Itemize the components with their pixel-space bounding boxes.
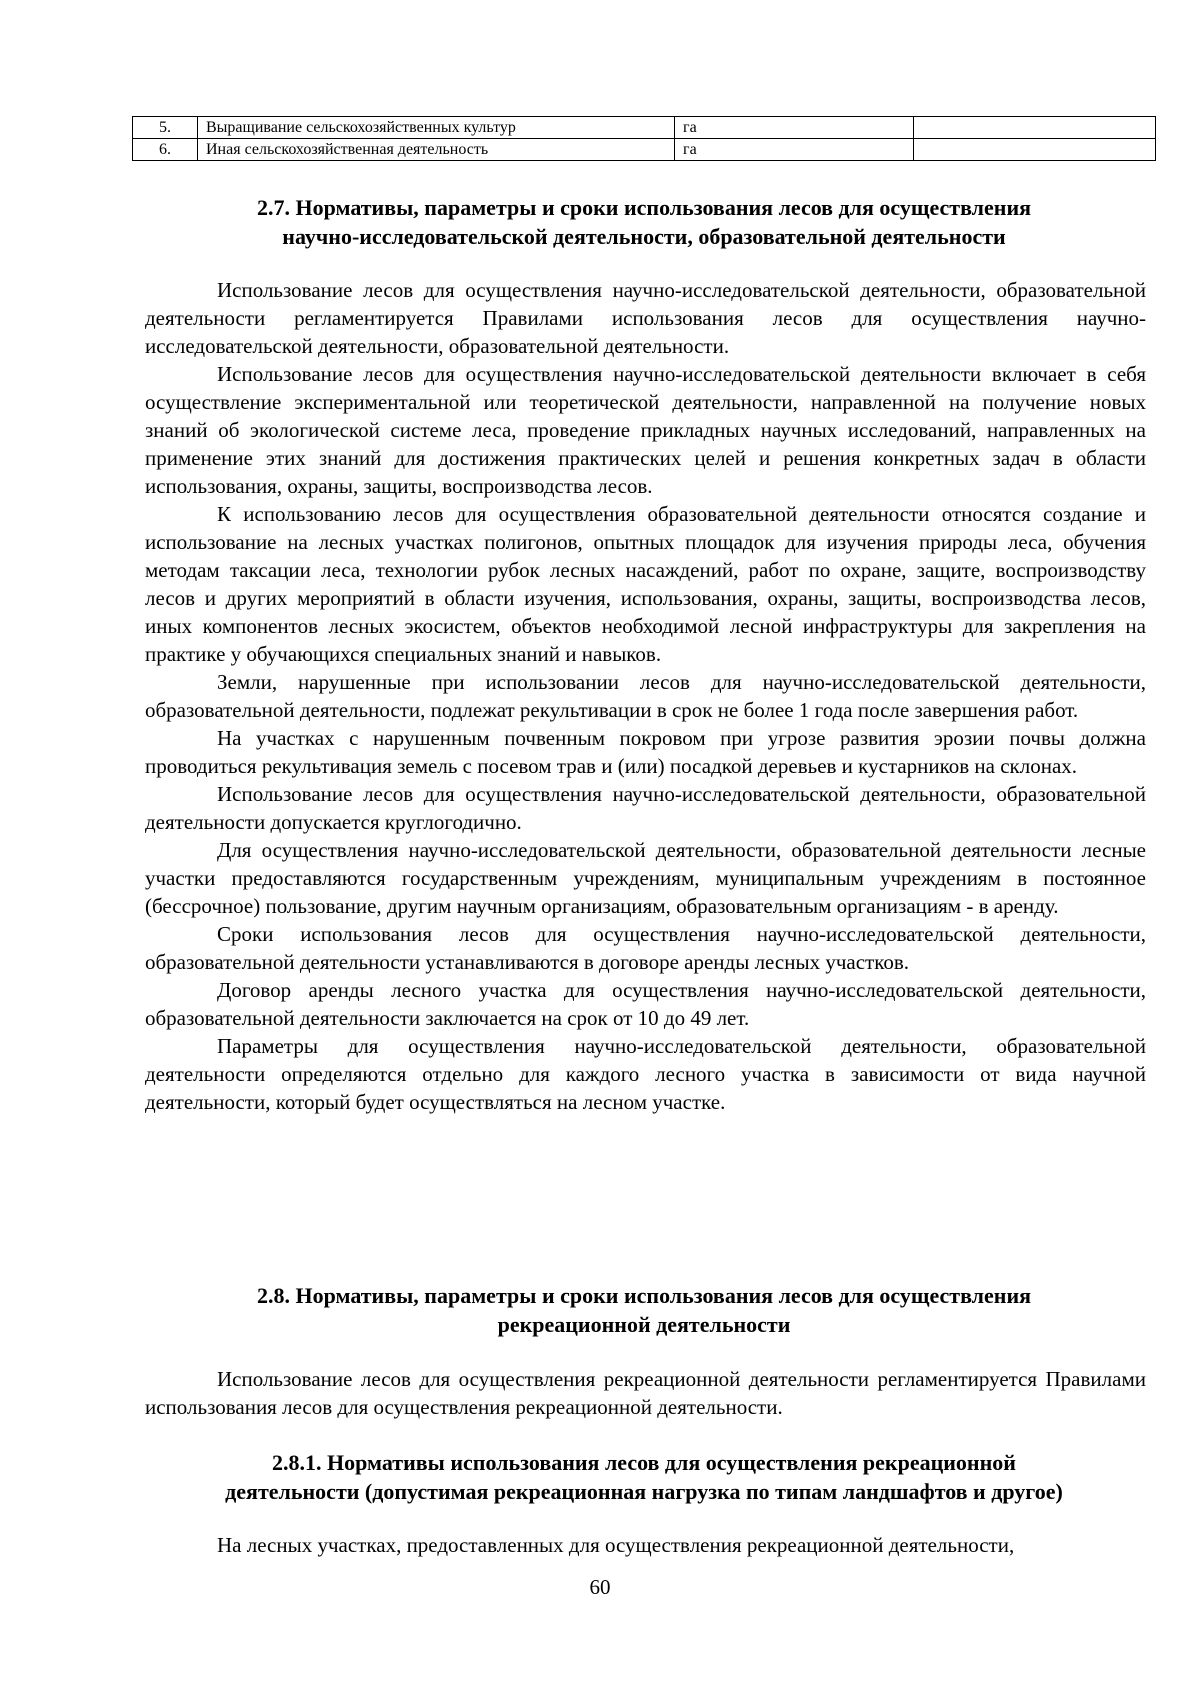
- row-name: Иная сельскохозяйственная деятельность: [198, 139, 675, 161]
- heading-line: 2.8. Нормативы, параметры и сроки использования лесов для осуществления: [256, 1283, 1032, 1308]
- paragraph: Использование лесов для осуществления рекреационной деятельности регламентируется Правилами использования лесов для осуществления рекреационной деятельности.: [145, 1367, 1146, 1419]
- section-2-7-body: [145, 276, 1146, 1116]
- paragraph: Использование лесов для осуществления научно-исследовательской деятельности, образовательной деятельности регламентируется Правилами использования лесов для осуществления научно-исследовательской деятельности, образовательной деятельности.: [145, 278, 1146, 358]
- section-2-8-1-body: [145, 1531, 1146, 1559]
- paragraph: Использование лесов для осуществления научно-исследовательской деятельности, образовательной деятельности допускается круглогодично.: [145, 782, 1146, 834]
- paragraph: Использование лесов для осуществления научно-исследовательской деятельности включает в себя осуществление экспериментальной или теоретической деятельности, направленной на получение новых знаний об экологической системе леса, проведение прикладных научных исследований, направленных на применение этих знаний для достижения практических целей и решения конкретных задач в области использования, охраны, защиты, воспроизводства лесов.: [145, 362, 1146, 498]
- section-2-7-heading: [144, 193, 1144, 251]
- paragraph: Сроки использования лесов для осуществления научно-исследовательской деятельности, образовательной деятельности устанавливаются в договоре аренды лесных участков.: [145, 922, 1146, 974]
- section-2-8-heading: [144, 1281, 1144, 1339]
- row-number: 6.: [133, 139, 198, 161]
- land-use-table: [132, 116, 1156, 161]
- row-value: [914, 117, 1156, 139]
- heading-line: 2.7. Нормативы, параметры и сроки использования лесов для осуществления: [256, 195, 1032, 220]
- paragraph: На участках с нарушенным почвенным покровом при угрозе развития эрозии почвы должна проводиться рекультивация земель с посевом трав и (или) посадкой деревьев и кустарников на склонах.: [145, 726, 1146, 778]
- heading-line: 2.8.1. Нормативы использования лесов для осуществления рекреационной: [272, 1450, 1016, 1475]
- row-unit: га: [675, 117, 914, 139]
- paragraph: К использованию лесов для осуществления образовательной деятельности относятся создание и использование на лесных участках полигонов, опытных площадок для изучения природы леса, обучения методам таксации леса, технологии рубок лесных насаждений, работ по охране, защите, воспроизводству лесов и других мероприятий в области изучения, использования, охраны, защиты, воспроизводства лесов, иных компонентов лесных экосистем, объектов необходимой лесной инфраструктуры для закрепления на практике у обучающихся специальных знаний и навыков.: [145, 502, 1146, 666]
- table-row: [133, 139, 1156, 161]
- paragraph: Договор аренды лесного участка для осуществления научно-исследовательской деятельности, образовательной деятельности заключается на срок от 10 до 49 лет.: [145, 978, 1146, 1030]
- section-2-8-1-heading: [144, 1448, 1144, 1506]
- row-name: Выращивание сельскохозяйственных культур: [198, 117, 675, 139]
- row-unit: га: [675, 139, 914, 161]
- table-row: [133, 117, 1156, 139]
- heading-line: деятельности (допустимая рекреационная нагрузка по типам ландшафтов и другое): [225, 1479, 1063, 1504]
- page-number: 60: [589, 1575, 611, 1599]
- section-2-8-body: [145, 1365, 1146, 1421]
- heading-line: рекреационной деятельности: [497, 1312, 791, 1337]
- row-number: 5.: [133, 117, 198, 139]
- paragraph: На лесных участках, предоставленных для осуществления рекреационной деятельности,: [217, 1533, 1015, 1557]
- heading-line: научно-исследовательской деятельности, образовательной деятельности: [282, 224, 1006, 249]
- paragraph: Параметры для осуществления научно-исследовательской деятельности, образовательной деятельности определяются отдельно для каждого лесного участка в зависимости от вида научной деятельности, который будет осуществляться на лесном участке.: [145, 1034, 1146, 1114]
- paragraph: Для осуществления научно-исследовательской деятельности, образовательной деятельности лесные участки предоставляются государственным учреждениям, муниципальным учреждениям в постоянное (бессрочное) пользование, другим научным организациям, образовательным организациям - в аренду.: [145, 838, 1146, 918]
- paragraph: Земли, нарушенные при использовании лесов для научно-исследовательской деятельности, образовательной деятельности, подлежат рекультивации в срок не более 1 года после завершения работ.: [145, 670, 1146, 722]
- row-value: [914, 139, 1156, 161]
